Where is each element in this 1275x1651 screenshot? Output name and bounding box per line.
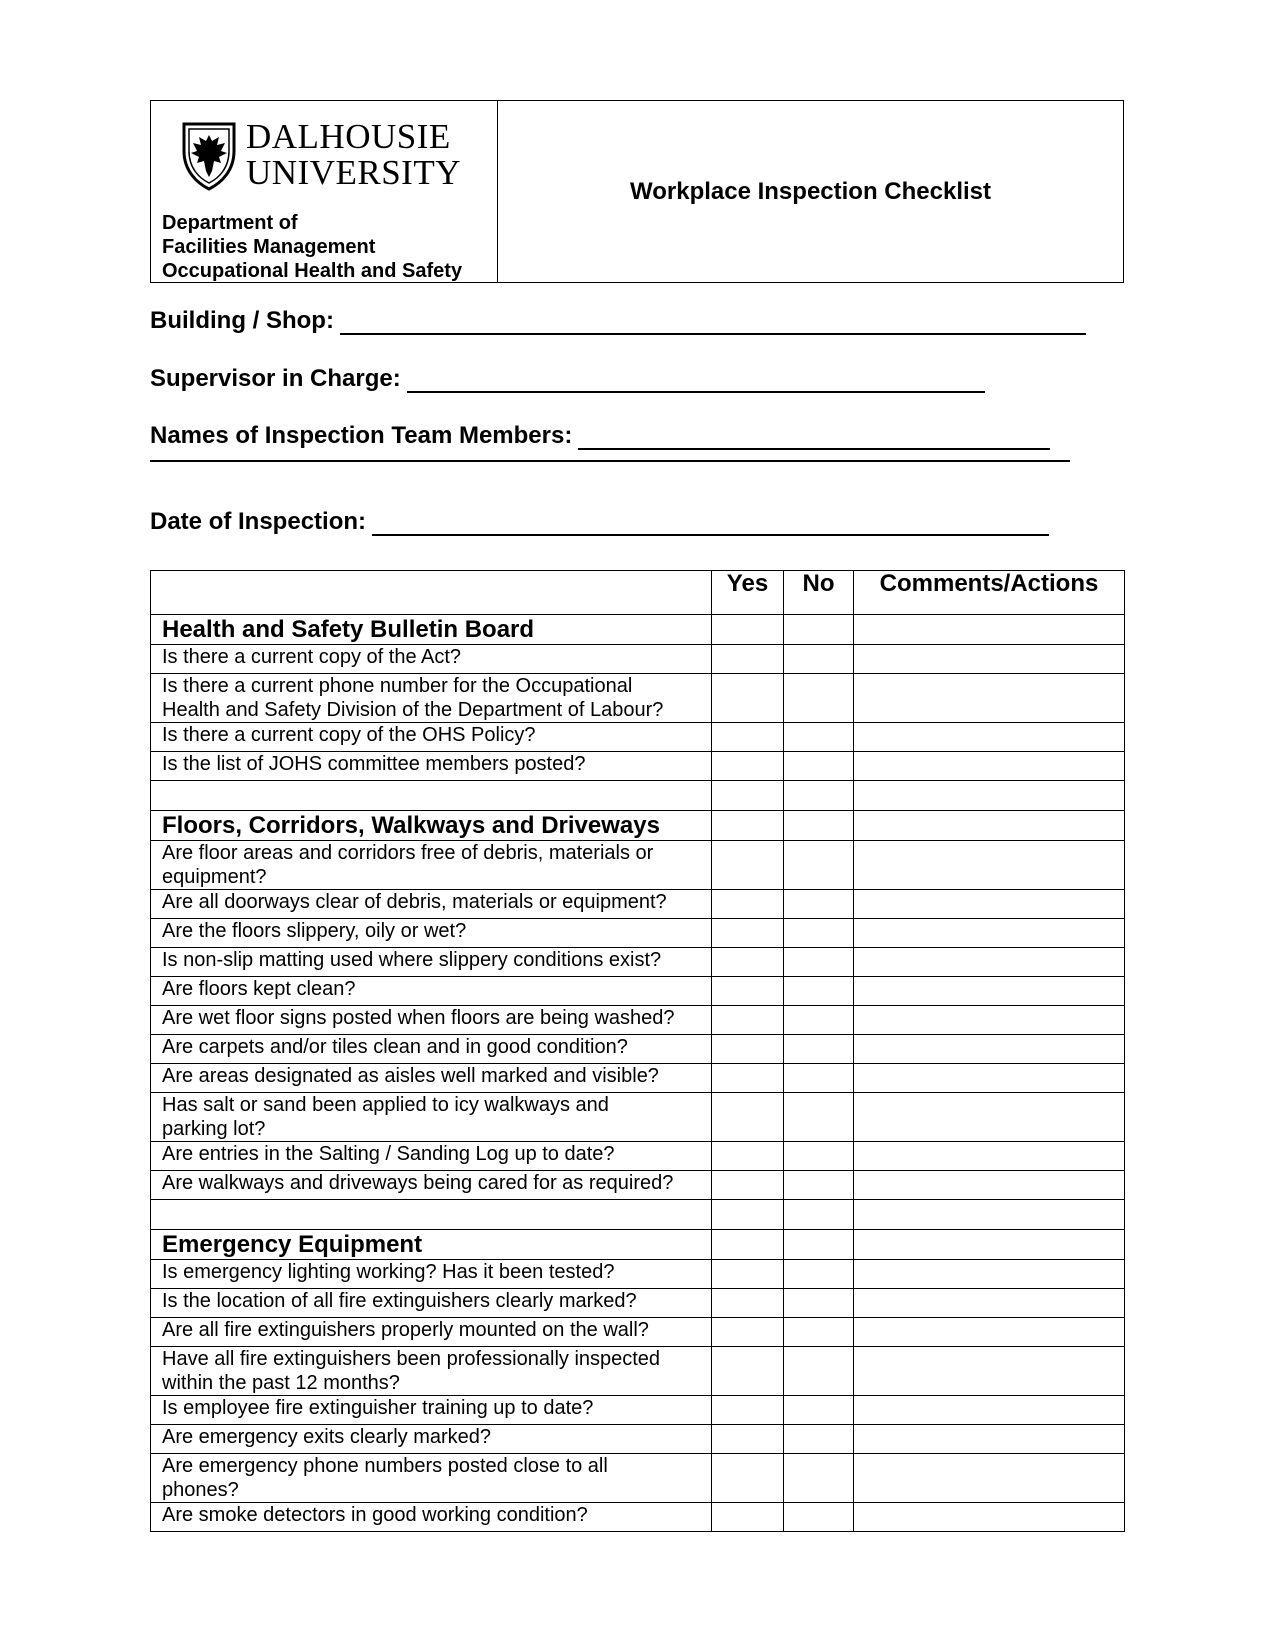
header-box — [150, 100, 1124, 283]
yes-cell[interactable] — [712, 752, 784, 781]
comments-cell[interactable] — [854, 1230, 1125, 1260]
yes-cell[interactable] — [712, 1425, 784, 1454]
no-cell[interactable] — [784, 1396, 854, 1425]
university-name-line1: DALHOUSIE — [246, 117, 451, 156]
no-cell[interactable] — [784, 1006, 854, 1035]
yes-cell[interactable] — [712, 1454, 784, 1503]
question-cell — [151, 1006, 712, 1035]
yes-cell[interactable] — [712, 781, 784, 811]
no-cell[interactable] — [784, 645, 854, 674]
question-text: Are walkways and driveways being cared for as required? — [162, 1172, 674, 1194]
comments-cell[interactable] — [854, 919, 1125, 948]
column-header-no: No — [784, 571, 854, 615]
table-row — [151, 1289, 1125, 1318]
header-left-cell — [151, 101, 498, 282]
table-row — [151, 1035, 1125, 1064]
comments-cell[interactable] — [854, 752, 1125, 781]
comments-cell[interactable] — [854, 1171, 1125, 1200]
table-row — [151, 723, 1125, 752]
question-text: equipment? — [162, 866, 267, 888]
question-cell — [151, 1503, 712, 1532]
question-cell — [151, 1142, 712, 1171]
no-cell[interactable] — [784, 1064, 854, 1093]
question-cell — [151, 977, 712, 1006]
spacer-row — [151, 781, 1125, 811]
yes-cell[interactable] — [712, 948, 784, 977]
comments-cell[interactable] — [854, 948, 1125, 977]
inspection-checklist-table — [150, 570, 1125, 1532]
team-label: Names of Inspection Team Members: — [150, 422, 573, 449]
table-row — [151, 1318, 1125, 1347]
table-row — [151, 919, 1125, 948]
spacer-cell — [151, 781, 712, 811]
no-cell[interactable] — [784, 1093, 854, 1142]
comments-cell[interactable] — [854, 1318, 1125, 1347]
table-row — [151, 1260, 1125, 1289]
yes-cell[interactable] — [712, 723, 784, 752]
comments-cell[interactable] — [854, 1347, 1125, 1396]
question-cell — [151, 1396, 712, 1425]
comments-cell[interactable] — [854, 811, 1125, 841]
no-cell[interactable] — [784, 1171, 854, 1200]
question-text: Are entries in the Salting / Sanding Log up to date? — [162, 1143, 615, 1165]
yes-cell[interactable] — [712, 890, 784, 919]
checklist-body — [151, 615, 1125, 1532]
yes-cell[interactable] — [712, 1318, 784, 1347]
question-cell — [151, 1318, 712, 1347]
building-input-line[interactable] — [340, 311, 1086, 335]
table-header-row — [151, 571, 1125, 615]
university-logo — [181, 117, 461, 192]
yes-cell[interactable] — [712, 674, 784, 723]
question-text: within the past 12 months? — [162, 1372, 400, 1394]
table-row — [151, 674, 1125, 723]
question-text: Are emergency phone numbers posted close to all — [162, 1455, 608, 1477]
question-text: Is there a current phone number for the Occupational — [162, 675, 633, 697]
university-wordmark — [246, 119, 461, 191]
question-cell — [151, 645, 712, 674]
question-text: Are wet floor signs posted when floors are being washed? — [162, 1007, 675, 1029]
question-cell — [151, 890, 712, 919]
comments-cell[interactable] — [854, 1035, 1125, 1064]
table-row — [151, 752, 1125, 781]
section-title: Emergency Equipment — [151, 1230, 712, 1260]
comments-cell[interactable] — [854, 1503, 1125, 1532]
no-cell[interactable] — [784, 615, 854, 645]
question-text: Are all fire extinguishers properly mounted on the wall? — [162, 1319, 649, 1341]
table-row — [151, 645, 1125, 674]
yes-cell[interactable] — [712, 1289, 784, 1318]
no-cell[interactable] — [784, 1142, 854, 1171]
table-row — [151, 1093, 1125, 1142]
yes-cell[interactable] — [712, 977, 784, 1006]
form-title: Workplace Inspection Checklist — [630, 177, 991, 205]
university-name-line2: UNIVERSITY — [246, 153, 461, 192]
no-cell[interactable] — [784, 1035, 854, 1064]
table-row — [151, 841, 1125, 890]
question-cell — [151, 948, 712, 977]
question-cell — [151, 1347, 712, 1396]
section-title: Health and Safety Bulletin Board — [151, 615, 712, 645]
team-input-line-2[interactable] — [150, 460, 1070, 462]
question-cell — [151, 1093, 712, 1142]
supervisor-field — [150, 365, 985, 393]
question-text: Is there a current copy of the Act? — [162, 646, 462, 668]
question-text: Are smoke detectors in good working condition? — [162, 1504, 588, 1526]
table-row — [151, 948, 1125, 977]
question-cell — [151, 1035, 712, 1064]
no-cell[interactable] — [784, 723, 854, 752]
table-row — [151, 1396, 1125, 1425]
section-header-row — [151, 1230, 1125, 1260]
no-cell[interactable] — [784, 948, 854, 977]
table-row — [151, 1171, 1125, 1200]
date-label: Date of Inspection: — [150, 508, 367, 535]
no-cell[interactable] — [784, 1200, 854, 1230]
comments-cell[interactable] — [854, 1454, 1125, 1503]
yes-cell[interactable] — [712, 811, 784, 841]
comments-cell[interactable] — [854, 723, 1125, 752]
supervisor-input-line[interactable] — [407, 369, 985, 393]
yes-cell[interactable] — [712, 1142, 784, 1171]
question-cell — [151, 723, 712, 752]
building-field — [150, 307, 1086, 335]
comments-cell[interactable] — [854, 1142, 1125, 1171]
comments-cell[interactable] — [854, 674, 1125, 723]
table-row — [151, 1454, 1125, 1503]
table-row — [151, 1142, 1125, 1171]
comments-cell[interactable] — [854, 645, 1125, 674]
no-cell[interactable] — [784, 1425, 854, 1454]
section-header-row — [151, 615, 1125, 645]
supervisor-label: Supervisor in Charge: — [150, 365, 401, 392]
no-cell[interactable] — [784, 674, 854, 723]
building-label: Building / Shop: — [150, 307, 334, 334]
spacer-cell — [151, 1200, 712, 1230]
yes-cell[interactable] — [712, 1093, 784, 1142]
no-cell[interactable] — [784, 781, 854, 811]
question-cell — [151, 674, 712, 723]
date-field — [150, 508, 1049, 536]
no-cell[interactable] — [784, 919, 854, 948]
table-row — [151, 1347, 1125, 1396]
comments-cell[interactable] — [854, 841, 1125, 890]
yes-cell[interactable] — [712, 645, 784, 674]
yes-cell[interactable] — [712, 919, 784, 948]
question-text: Are emergency exits clearly marked? — [162, 1426, 492, 1448]
yes-cell[interactable] — [712, 1171, 784, 1200]
no-cell[interactable] — [784, 841, 854, 890]
question-cell — [151, 1289, 712, 1318]
no-cell[interactable] — [784, 890, 854, 919]
department-line: Occupational Health and Safety — [162, 260, 463, 282]
yes-cell[interactable] — [712, 841, 784, 890]
question-text: Are carpets and/or tiles clean and in good condition? — [162, 1036, 628, 1058]
question-text: Are floor areas and corridors free of debris, materials or — [162, 842, 654, 864]
table-row — [151, 890, 1125, 919]
section-header-row — [151, 811, 1125, 841]
yes-cell[interactable] — [712, 615, 784, 645]
yes-cell[interactable] — [712, 1200, 784, 1230]
department-line: Department of — [162, 212, 298, 234]
comments-cell[interactable] — [854, 977, 1125, 1006]
no-cell[interactable] — [784, 1503, 854, 1532]
question-text: Is employee fire extinguisher training up to date? — [162, 1397, 594, 1419]
yes-cell[interactable] — [712, 1396, 784, 1425]
question-text: Is the list of JOHS committee members posted? — [162, 753, 586, 775]
comments-cell[interactable] — [854, 781, 1125, 811]
no-cell[interactable] — [784, 1260, 854, 1289]
column-header-question — [151, 571, 712, 615]
column-header-comments: Comments/Actions — [854, 571, 1125, 615]
column-header-yes: Yes — [712, 571, 784, 615]
no-cell[interactable] — [784, 752, 854, 781]
comments-cell[interactable] — [854, 1260, 1125, 1289]
shield-icon — [181, 121, 237, 191]
question-text: Are areas designated as aisles well marked and visible? — [162, 1065, 659, 1087]
question-cell — [151, 752, 712, 781]
yes-cell[interactable] — [712, 1035, 784, 1064]
question-text: Is non-slip matting used where slippery conditions exist? — [162, 949, 662, 971]
date-input-line[interactable] — [372, 512, 1049, 536]
yes-cell[interactable] — [712, 1503, 784, 1532]
yes-cell[interactable] — [712, 1260, 784, 1289]
question-cell — [151, 1171, 712, 1200]
department-block — [162, 211, 462, 283]
question-cell — [151, 1454, 712, 1503]
question-text: phones? — [162, 1479, 239, 1501]
no-cell[interactable] — [784, 1289, 854, 1318]
no-cell[interactable] — [784, 1318, 854, 1347]
question-text: Are all doorways clear of debris, materials or equipment? — [162, 891, 667, 913]
table-row — [151, 1006, 1125, 1035]
comments-cell[interactable] — [854, 1093, 1125, 1142]
question-text: Are the floors slippery, oily or wet? — [162, 920, 467, 942]
yes-cell[interactable] — [712, 1064, 784, 1093]
question-cell — [151, 919, 712, 948]
team-field — [150, 422, 1050, 450]
question-cell — [151, 1064, 712, 1093]
yes-cell[interactable] — [712, 1006, 784, 1035]
question-text: Is there a current copy of the OHS Policy? — [162, 724, 536, 746]
question-text: Are floors kept clean? — [162, 978, 356, 1000]
comments-cell[interactable] — [854, 1006, 1125, 1035]
question-text: Is emergency lighting working? Has it been tested? — [162, 1261, 615, 1283]
table-row — [151, 1425, 1125, 1454]
question-cell — [151, 1425, 712, 1454]
no-cell[interactable] — [784, 1230, 854, 1260]
question-cell — [151, 1260, 712, 1289]
no-cell[interactable] — [784, 1454, 854, 1503]
comments-cell[interactable] — [854, 890, 1125, 919]
table-row — [151, 977, 1125, 1006]
no-cell[interactable] — [784, 811, 854, 841]
question-text: parking lot? — [162, 1118, 266, 1140]
question-text: Is the location of all fire extinguishers clearly marked? — [162, 1290, 637, 1312]
yes-cell[interactable] — [712, 1230, 784, 1260]
question-text: Health and Safety Division of the Department of Labour? — [162, 699, 664, 721]
question-text: Has salt or sand been applied to icy walkways and — [162, 1094, 609, 1116]
comments-cell[interactable] — [854, 1200, 1125, 1230]
comments-cell[interactable] — [854, 1396, 1125, 1425]
comments-cell[interactable] — [854, 1064, 1125, 1093]
table-row — [151, 1503, 1125, 1532]
question-cell — [151, 841, 712, 890]
question-text: Have all fire extinguishers been professionally inspected — [162, 1348, 661, 1370]
spacer-row — [151, 1200, 1125, 1230]
table-row — [151, 1064, 1125, 1093]
no-cell[interactable] — [784, 1347, 854, 1396]
yes-cell[interactable] — [712, 1347, 784, 1396]
department-line: Facilities Management — [162, 236, 376, 258]
comments-cell[interactable] — [854, 615, 1125, 645]
comments-cell[interactable] — [854, 1289, 1125, 1318]
team-input-line[interactable] — [578, 426, 1050, 450]
comments-cell[interactable] — [854, 1425, 1125, 1454]
no-cell[interactable] — [784, 977, 854, 1006]
section-title: Floors, Corridors, Walkways and Driveways — [151, 811, 712, 841]
